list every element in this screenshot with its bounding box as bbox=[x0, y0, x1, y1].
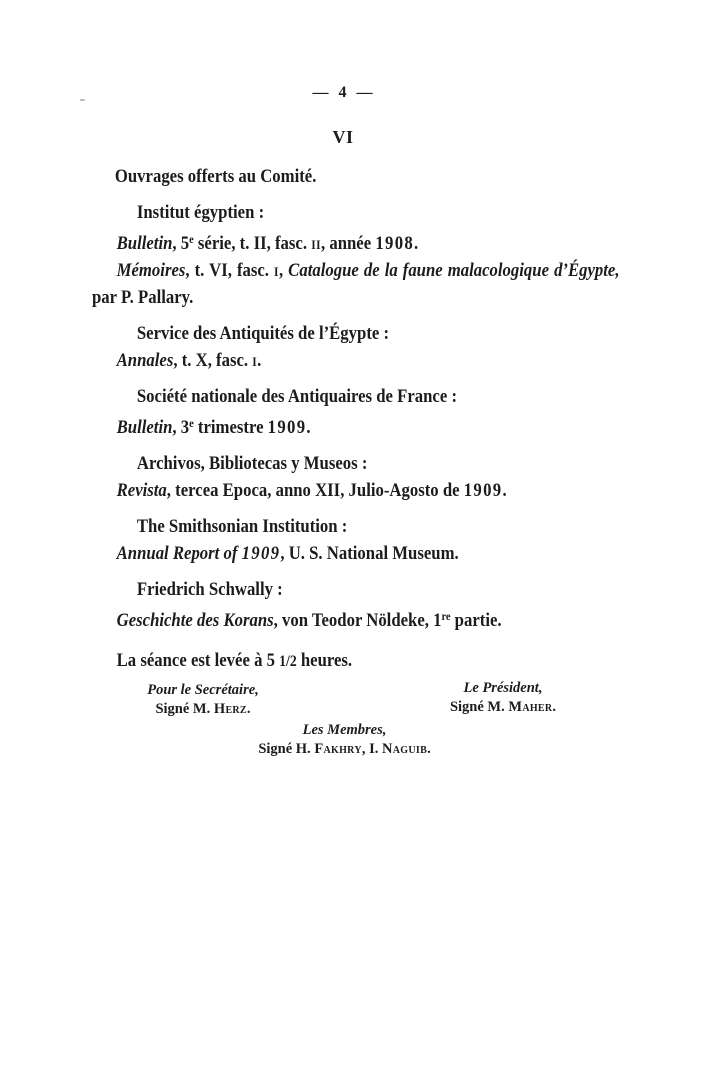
pub-memoires-continuation: par P. Pallary. bbox=[92, 286, 194, 308]
body-text bbox=[92, 163, 620, 675]
signature-members-signed bbox=[252, 740, 437, 759]
signature-secretary bbox=[138, 681, 268, 719]
signature-president-role: Le Président, bbox=[463, 680, 543, 696]
signature-president-signed bbox=[438, 698, 568, 717]
signature-members bbox=[252, 721, 437, 759]
header-archivos: Archivos, Bibliotecas y Museos : bbox=[136, 452, 368, 474]
header-schwally: Friedrich Schwally : bbox=[136, 578, 283, 600]
pub-bulletin-societe: Bulletin, 3e trimestre 1909. bbox=[116, 416, 311, 438]
pub-geschichte: Geschichte des Korans, von Teodor Nöldeke, 1re partie. bbox=[116, 609, 502, 631]
pub-revista: Revista, tercea Epoca, anno XII, Julio-Agosto de 1909. bbox=[116, 479, 507, 501]
signed-name-2: Naguib bbox=[382, 741, 428, 757]
signature-secretary-signed bbox=[138, 700, 268, 719]
signed-prefix: Signé M. bbox=[155, 701, 214, 717]
signature-members-role: Les Membres, bbox=[302, 722, 387, 738]
signature-president bbox=[438, 679, 568, 717]
header-societe-antiquaires: Société nationale des Antiquaires de France : bbox=[136, 385, 458, 407]
pub-annales: Annales, t. X, fasc. i. bbox=[116, 349, 262, 371]
signed-name: Herz bbox=[213, 701, 247, 717]
header-institut-egyptien: Institut égyptien : bbox=[136, 202, 265, 223]
header-service-antiquites: Service des Antiquités de l’Égypte : bbox=[136, 322, 390, 344]
signed-name-1: Fakhry bbox=[314, 741, 362, 757]
pub-bulletin-institut: Bulletin, 5e série, t. II, fasc. ii, année 1908. bbox=[116, 232, 419, 254]
signed-suffix: . bbox=[246, 701, 251, 717]
signed-suffix: . bbox=[427, 741, 431, 757]
page-number: — 4 — bbox=[312, 84, 376, 101]
signed-name: Maher bbox=[508, 699, 553, 715]
signature-secretary-role: Pour le Secrétaire, bbox=[147, 682, 259, 698]
signed-suffix: . bbox=[552, 699, 557, 715]
closing-line: La séance est levée à 5 1/2 heures. bbox=[116, 649, 353, 671]
signed-prefix: Signé M. bbox=[449, 699, 509, 715]
header-smithsonian: The Smithsonian Institution : bbox=[136, 515, 348, 537]
pub-memoires: Mémoires, t. VI, fasc. i, Catalogue de la faune malacologique d’Égypte, bbox=[116, 259, 620, 281]
signed-mid: , I. bbox=[361, 741, 382, 757]
signed-prefix: Signé H. bbox=[258, 741, 315, 757]
opening-line: Ouvrages offerts au Comité. bbox=[114, 166, 317, 187]
section-heading: VI bbox=[332, 127, 354, 147]
pub-annual-report: Annual Report of 1909, U. S. National Museum. bbox=[116, 542, 459, 564]
